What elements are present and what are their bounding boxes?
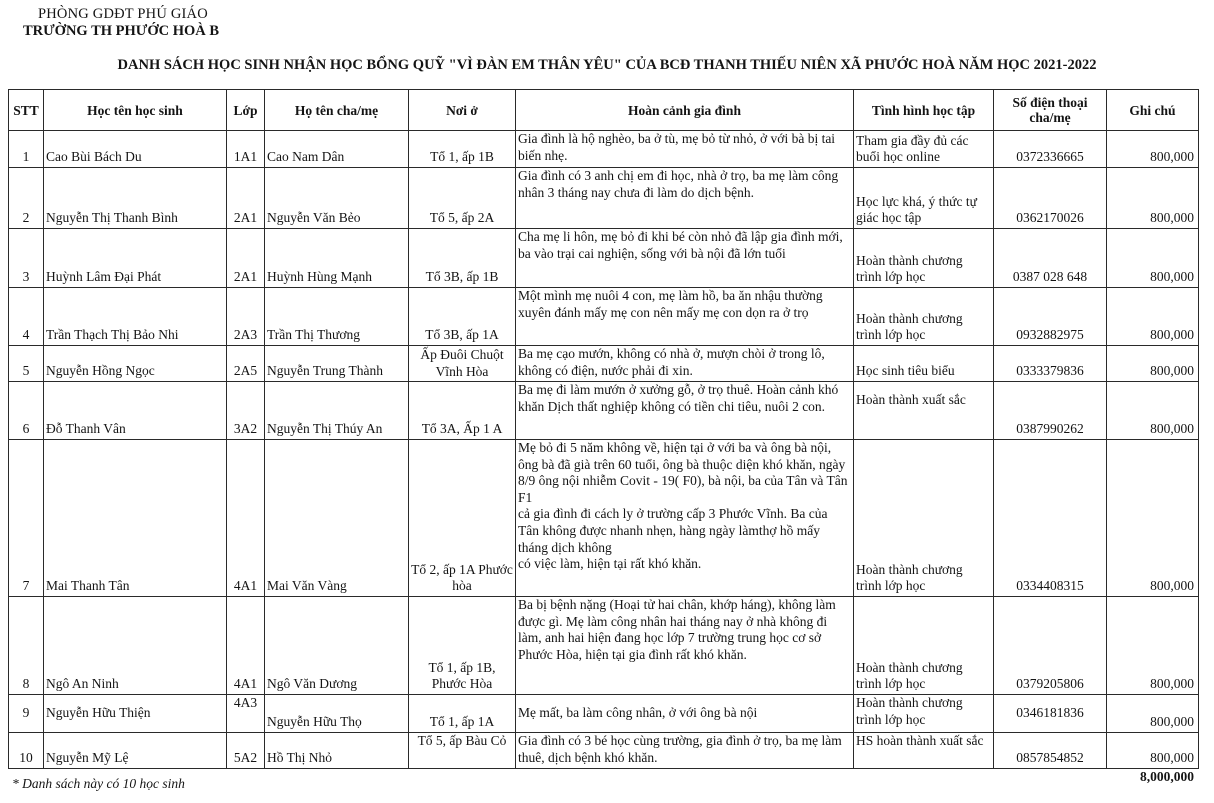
cell-class: 2A5 <box>227 346 265 382</box>
footnote: * Danh sách này có 10 học sinh <box>12 776 185 791</box>
cell-family-situation: Gia đình có 3 anh chị em đi học, nhà ở trọ, ba mẹ làm công nhân 3 tháng nay chưa đi làm do dịch bệnh. <box>516 168 854 229</box>
cell-student-name: Nguyễn Mỹ Lệ <box>44 733 227 769</box>
cell-stt: 7 <box>9 440 44 597</box>
cell-phone: 0334408315 <box>994 440 1107 597</box>
cell-class: 2A3 <box>227 288 265 346</box>
department-name: PHÒNG GDĐT PHÚ GIÁO <box>38 6 208 22</box>
cell-address: Tổ 1, ấp 1B, Phước Hòa <box>409 597 516 695</box>
cell-parent-name: Nguyễn Trung Thành <box>265 346 409 382</box>
table-row <box>9 382 1199 440</box>
cell-student-name: Ngô An Ninh <box>44 597 227 695</box>
cell-stt: 2 <box>9 168 44 229</box>
col-header-family-situation: Hoàn cảnh gia đình <box>516 90 854 131</box>
col-header-student-name: Học tên học sinh <box>44 90 227 131</box>
cell-class: 1A1 <box>227 131 265 168</box>
cell-student-name: Nguyễn Hồng Ngọc <box>44 346 227 382</box>
cell-student-name: Huỳnh Lâm Đại Phát <box>44 229 227 288</box>
cell-note: 800,000 <box>1107 733 1199 769</box>
col-header-study-status: Tình hình học tập <box>854 90 994 131</box>
cell-family-situation: Ba mẹ cạo mướn, không có nhà ở, mượn chòi ở trong lô, không có điện, nước phải đi xin. <box>516 346 854 382</box>
cell-student-name: Mai Thanh Tân <box>44 440 227 597</box>
cell-address: Tổ 3A, Ấp 1 A <box>409 382 516 440</box>
cell-parent-name: Trần Thị Thương <box>265 288 409 346</box>
table-row <box>9 288 1199 346</box>
cell-address: Tổ 2, ấp 1A Phước hòa <box>409 440 516 597</box>
cell-note: 800,000 <box>1107 597 1199 695</box>
cell-study-status: HS hoàn thành xuất sắc <box>854 733 994 769</box>
table-row <box>9 346 1199 382</box>
col-header-note: Ghi chú <box>1107 90 1199 131</box>
cell-student-name: Cao Bùi Bách Du <box>44 131 227 168</box>
total-amount: 8,000,000 <box>1140 769 1194 784</box>
cell-note: 800,000 <box>1107 229 1199 288</box>
cell-note: 800,000 <box>1107 168 1199 229</box>
cell-stt: 9 <box>9 695 44 733</box>
cell-address: Tổ 3B, ấp 1A <box>409 288 516 346</box>
scholarship-table <box>8 89 1199 769</box>
cell-parent-name: Hồ Thị Nhỏ <box>265 733 409 769</box>
cell-class: 5A2 <box>227 733 265 769</box>
cell-study-status: Hoàn thành chương trình lớp học <box>854 597 994 695</box>
table-row <box>9 229 1199 288</box>
cell-phone: 0346181836 <box>994 695 1107 733</box>
table-row <box>9 168 1199 229</box>
cell-study-status: Hoàn thành chương trình lớp học <box>854 695 994 733</box>
cell-student-name: Trần Thạch Thị Bảo Nhi <box>44 288 227 346</box>
cell-parent-name: Ngô Văn Dương <box>265 597 409 695</box>
cell-study-status: Hoàn thành xuất sắc <box>854 382 994 440</box>
cell-phone: 0932882975 <box>994 288 1107 346</box>
cell-family-situation: Mẹ mất, ba làm công nhân, ở với ông bà nội <box>516 695 854 733</box>
cell-student-name: Đỗ Thanh Vân <box>44 382 227 440</box>
cell-study-status: Hoàn thành chương trình lớp học <box>854 229 994 288</box>
school-name: TRƯỜNG TH PHƯỚC HOÀ B <box>23 23 220 39</box>
cell-family-situation: Ba mẹ đi làm mướn ở xưởng gỗ, ở trọ thuê. Hoàn cảnh khó khăn Dịch thất nghiệp không có tiền chi tiêu, nuôi 2 con. <box>516 382 854 440</box>
cell-phone: 0362170026 <box>994 168 1107 229</box>
cell-stt: 1 <box>9 131 44 168</box>
cell-class: 4A3 <box>227 695 265 733</box>
cell-stt: 4 <box>9 288 44 346</box>
cell-family-situation: Cha mẹ li hôn, mẹ bỏ đi khi bé còn nhỏ đã lập gia đình mới, ba vào trại cai nghiện, sống với bà nội đã lớn tuổi <box>516 229 854 288</box>
table-header-row <box>9 90 1199 131</box>
cell-parent-name: Cao Nam Dân <box>265 131 409 168</box>
cell-address: Tổ 5, ấp Bàu Cỏ <box>409 733 516 769</box>
cell-student-name: Nguyễn Thị Thanh Bình <box>44 168 227 229</box>
col-header-address: Nơi ở <box>409 90 516 131</box>
cell-study-status: Hoàn thành chương trình lớp học <box>854 288 994 346</box>
cell-parent-name: Nguyễn Hữu Thọ <box>265 695 409 733</box>
cell-family-situation: Gia đình là hộ nghèo, ba ở tù, mẹ bỏ từ nhỏ, ở với bà bị tai biến nhẹ. <box>516 131 854 168</box>
cell-note: 800,000 <box>1107 382 1199 440</box>
cell-address: Tổ 1, ấp 1B <box>409 131 516 168</box>
col-header-parent-name: Họ tên cha/mẹ <box>265 90 409 131</box>
col-header-stt: STT <box>9 90 44 131</box>
cell-stt: 5 <box>9 346 44 382</box>
cell-class: 3A2 <box>227 382 265 440</box>
cell-family-situation: Một mình mẹ nuôi 4 con, mẹ làm hồ, ba ăn nhậu thường xuyên đánh mấy mẹ con nên mấy mẹ con dọn ra ở trọ <box>516 288 854 346</box>
col-header-phone: Số điện thoại cha/mẹ <box>994 90 1107 131</box>
cell-phone: 0387990262 <box>994 382 1107 440</box>
cell-study-status: Hoàn thành chương trình lớp học <box>854 440 994 597</box>
cell-phone: 0857854852 <box>994 733 1107 769</box>
cell-class: 4A1 <box>227 597 265 695</box>
cell-stt: 8 <box>9 597 44 695</box>
table-row <box>9 597 1199 695</box>
cell-address: Tổ 5, ấp 2A <box>409 168 516 229</box>
col-header-class: Lớp <box>227 90 265 131</box>
cell-address: Ấp Đuôi Chuột Vĩnh Hòa <box>409 346 516 382</box>
cell-phone: 0379205806 <box>994 597 1107 695</box>
cell-class: 2A1 <box>227 229 265 288</box>
cell-note: 800,000 <box>1107 131 1199 168</box>
cell-stt: 6 <box>9 382 44 440</box>
table-row <box>9 131 1199 168</box>
cell-address: Tổ 3B, ấp 1B <box>409 229 516 288</box>
cell-class: 4A1 <box>227 440 265 597</box>
cell-note: 800,000 <box>1107 440 1199 597</box>
cell-parent-name: Nguyễn Văn Bẻo <box>265 168 409 229</box>
cell-stt: 3 <box>9 229 44 288</box>
cell-family-situation: Ba bị bệnh nặng (Hoại tử hai chân, khớp háng), không làm được gì. Mẹ làm công nhân hai tháng nay ở nhà không đi làm, anh hai hiện đang học lớp 7 trường trung học cơ sở Phước Hòa, hiện tại gia đình rất khó khăn. <box>516 597 854 695</box>
cell-study-status: Học sinh tiêu biểu <box>854 346 994 382</box>
cell-note: 800,000 <box>1107 288 1199 346</box>
cell-note: 800,000 <box>1107 695 1199 733</box>
cell-address: Tổ 1, ấp 1A <box>409 695 516 733</box>
cell-class: 2A1 <box>227 168 265 229</box>
cell-study-status: Tham gia đầy đủ các buổi học online <box>854 131 994 168</box>
cell-phone: 0387 028 648 <box>994 229 1107 288</box>
table-row <box>9 440 1199 597</box>
document-title: DANH SÁCH HỌC SINH NHẬN HỌC BỔNG QUỸ "VÌ ĐÀN EM THÂN YÊU" CỦA BCĐ THANH THIẾU NIÊN XÃ PHƯỚC HOÀ NĂM HỌC 2021-2022 <box>117 57 1097 73</box>
cell-student-name: Nguyễn Hữu Thiện <box>44 695 227 733</box>
cell-phone: 0333379836 <box>994 346 1107 382</box>
cell-stt: 10 <box>9 733 44 769</box>
cell-parent-name: Mai Văn Vàng <box>265 440 409 597</box>
cell-parent-name: Nguyễn Thị Thúy An <box>265 382 409 440</box>
table-row <box>9 695 1199 733</box>
cell-note: 800,000 <box>1107 346 1199 382</box>
cell-family-situation: Gia đình có 3 bé học cùng trường, gia đình ở trọ, ba mẹ làm thuê, dịch bệnh khó khăn. <box>516 733 854 769</box>
cell-family-situation: Mẹ bỏ đi 5 năm không về, hiện tại ở với ba và ông bà nội, ông bà đã già trên 60 tuổi, ông bà thuộc diện khó khăn, ngày 8/9 ông nội nhiễm Covit - 19( F0), bà nội, ba của Tân và Tân F1 cả gia đình đi cách ly ở trường cấp 3 Phước Vĩnh. Ba của Tân không được nhanh nhẹn, hàng ngày làmthợ hồ mấy tháng dịch không có việc làm, hiện tại rất khó khăn. <box>516 440 854 597</box>
table-row <box>9 733 1199 769</box>
cell-phone: 0372336665 <box>994 131 1107 168</box>
cell-study-status: Học lực khá, ý thức tự giác học tập <box>854 168 994 229</box>
cell-parent-name: Huỳnh Hùng Mạnh <box>265 229 409 288</box>
